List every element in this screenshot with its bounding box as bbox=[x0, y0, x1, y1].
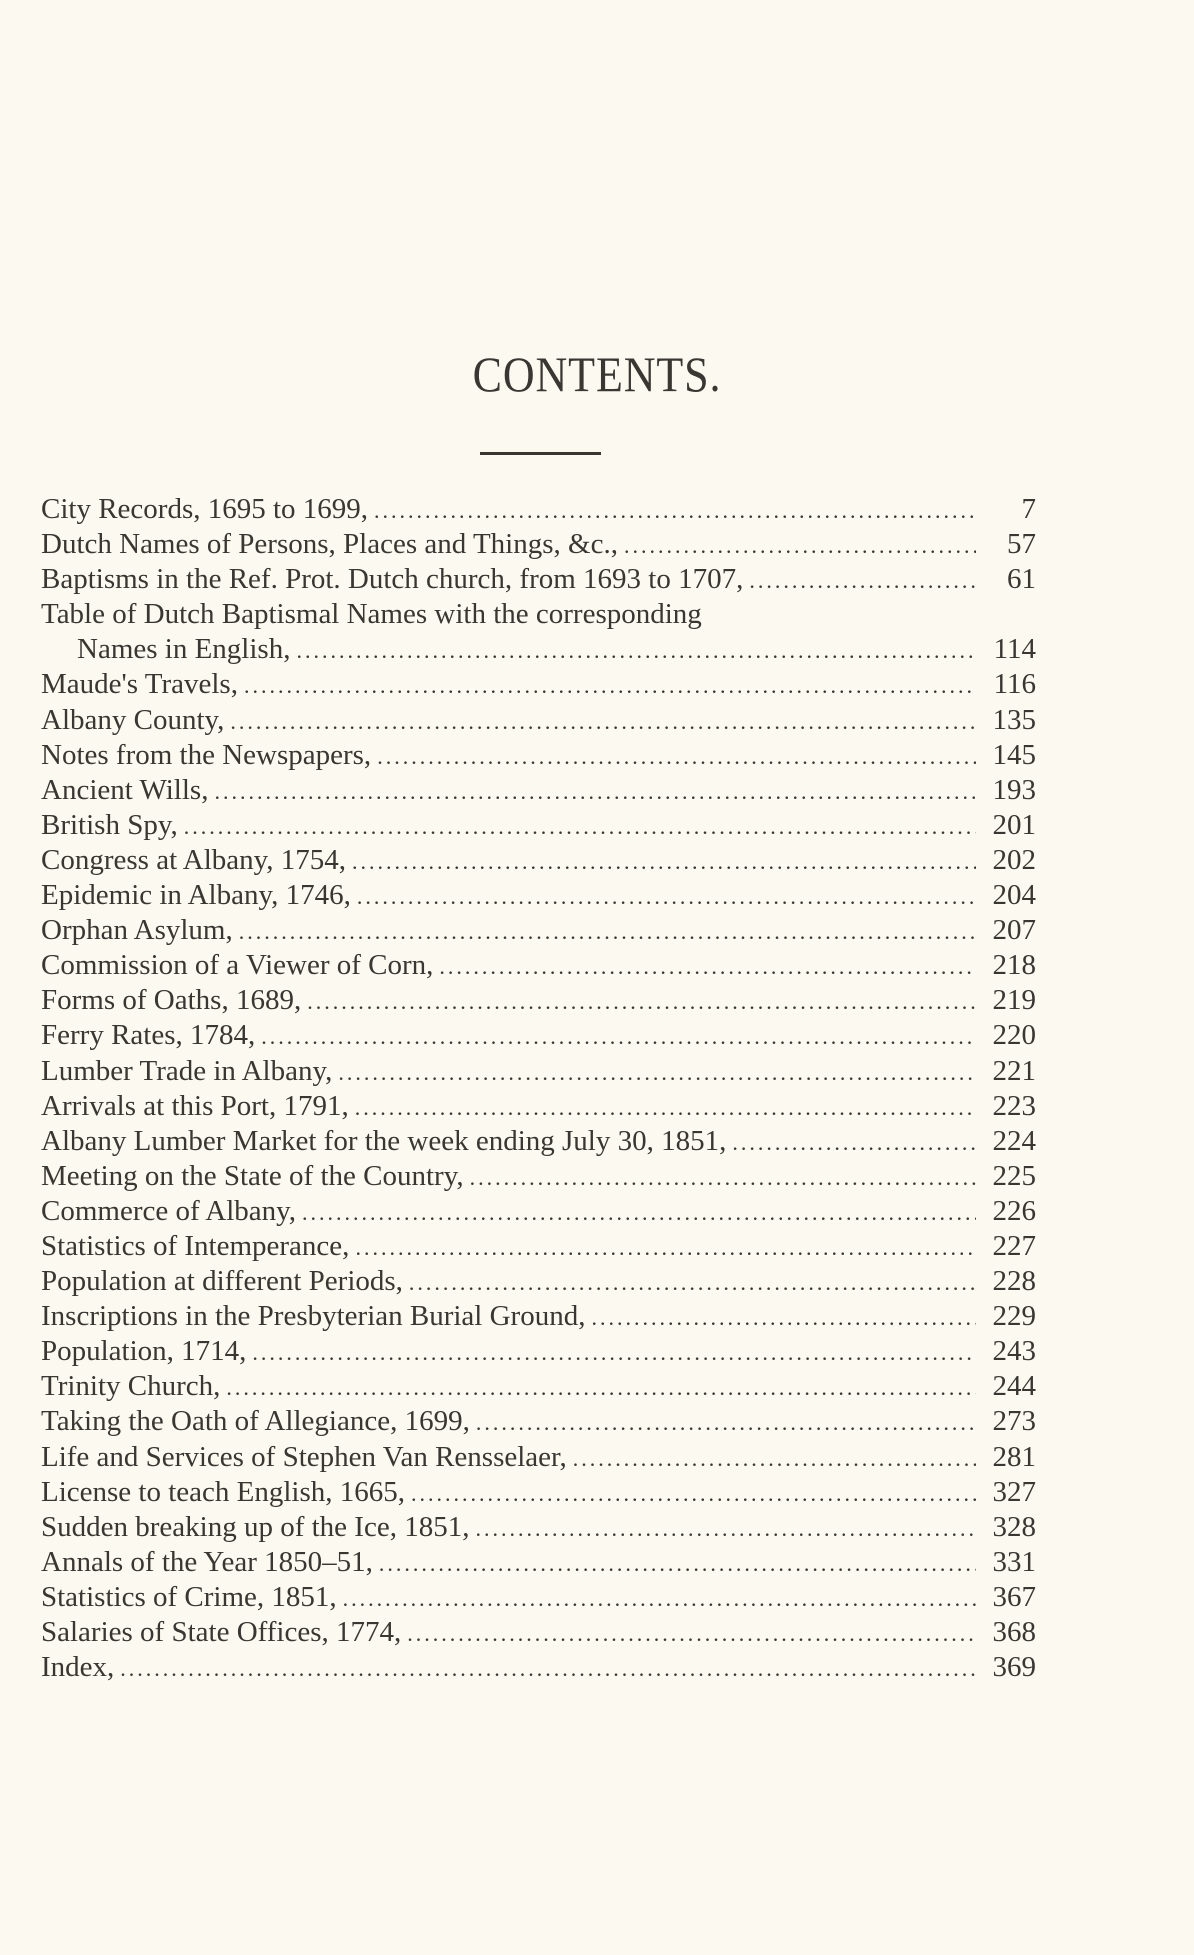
page-number: 229 bbox=[992, 1300, 1036, 1333]
dot-leader bbox=[244, 668, 976, 703]
entry-title: Albany Lumber Market for the week ending July 30, 1851, bbox=[41, 1124, 727, 1157]
page-number: 116 bbox=[993, 668, 1036, 701]
entry-title: Index, bbox=[41, 1651, 115, 1684]
page-number: 204 bbox=[992, 879, 1036, 912]
toc-entry bbox=[41, 738, 1036, 773]
toc-entry bbox=[41, 1440, 1036, 1475]
page-number: 331 bbox=[992, 1545, 1036, 1578]
entry-title: British Spy, bbox=[41, 808, 178, 841]
toc-entry bbox=[41, 562, 1036, 597]
dot-leader bbox=[470, 1160, 976, 1195]
entry-title: Life and Services of Stephen Van Rensselaer, bbox=[41, 1440, 567, 1473]
dot-leader bbox=[239, 914, 976, 949]
page-number: 328 bbox=[992, 1510, 1036, 1543]
entry-title: Population at different Periods, bbox=[41, 1265, 403, 1298]
page-number: 145 bbox=[992, 738, 1036, 771]
toc-entry bbox=[41, 1124, 1036, 1159]
entry-title: City Records, 1695 to 1699, bbox=[41, 493, 369, 525]
entry-title: Baptisms in the Ref. Prot. Dutch church, from 1693 to 1707, bbox=[41, 563, 744, 596]
dot-leader bbox=[749, 563, 976, 598]
dot-leader bbox=[184, 809, 976, 844]
page-number: 243 bbox=[992, 1335, 1036, 1368]
dot-leader bbox=[226, 1370, 976, 1405]
page-number: 7 bbox=[1021, 493, 1036, 525]
entry-title: Trinity Church, bbox=[41, 1370, 221, 1403]
toc-entry bbox=[41, 492, 1036, 527]
contents-list bbox=[41, 492, 1036, 1685]
toc-entry bbox=[41, 1615, 1036, 1650]
entry-title: Congress at Albany, 1754, bbox=[41, 843, 347, 876]
page-number: 57 bbox=[1007, 528, 1036, 561]
page-number: 207 bbox=[992, 914, 1036, 947]
toc-entry bbox=[41, 1089, 1036, 1124]
entry-title: Statistics of Crime, 1851, bbox=[41, 1580, 337, 1613]
entry-title: Taking the Oath of Allegiance, 1699, bbox=[41, 1405, 470, 1438]
page-number: 223 bbox=[992, 1089, 1036, 1122]
page-number: 368 bbox=[992, 1616, 1036, 1648]
entry-title: Ferry Rates, 1784, bbox=[41, 1019, 256, 1052]
page-number: 224 bbox=[992, 1124, 1036, 1157]
entry-title: Commerce of Albany, bbox=[41, 1194, 297, 1227]
toc-entry bbox=[41, 1229, 1036, 1264]
page-number: 202 bbox=[992, 843, 1036, 876]
dot-leader bbox=[261, 1019, 976, 1054]
entry-title: Sudden breaking up of the Ice, 1851, bbox=[41, 1510, 470, 1543]
dot-leader bbox=[573, 1441, 976, 1476]
page-number: 61 bbox=[1007, 563, 1036, 596]
dot-leader bbox=[379, 1546, 976, 1581]
page-number: 367 bbox=[992, 1580, 1036, 1613]
toc-entry bbox=[41, 1650, 1036, 1685]
entry-title: Commission of a Viewer of Corn, bbox=[41, 949, 434, 982]
dot-leader bbox=[407, 1616, 976, 1651]
page-number: 227 bbox=[992, 1229, 1036, 1262]
toc-entry bbox=[41, 1334, 1036, 1369]
page-number: 281 bbox=[992, 1440, 1036, 1473]
page-number: 327 bbox=[992, 1475, 1036, 1508]
page-number: 228 bbox=[992, 1265, 1036, 1298]
toc-entry bbox=[41, 913, 1036, 948]
dot-leader bbox=[409, 1265, 976, 1300]
dot-leader bbox=[476, 1405, 976, 1440]
dot-leader bbox=[355, 1230, 976, 1265]
entry-title: Statistics of Intemperance, bbox=[41, 1229, 350, 1262]
toc-entry bbox=[41, 1159, 1036, 1194]
page-number: 201 bbox=[992, 808, 1036, 841]
page-number: 273 bbox=[992, 1405, 1036, 1438]
entry-title: Table of Dutch Baptismal Names with the corresponding bbox=[41, 598, 702, 631]
dot-leader bbox=[591, 1300, 976, 1335]
entry-title: Dutch Names of Persons, Places and Things, &c., bbox=[41, 528, 618, 561]
entry-title: Salaries of State Offices, 1774, bbox=[41, 1616, 402, 1648]
toc-entry bbox=[41, 808, 1036, 843]
entry-title: Maude's Travels, bbox=[41, 668, 238, 701]
page-number: 114 bbox=[993, 633, 1036, 666]
page-number: 220 bbox=[992, 1019, 1036, 1052]
title-rule bbox=[480, 452, 601, 455]
toc-entry bbox=[41, 1299, 1036, 1334]
toc-entry bbox=[41, 632, 1036, 667]
toc-entry bbox=[41, 597, 1036, 632]
entry-title: Meeting on the State of the Country, bbox=[41, 1159, 464, 1192]
toc-entry bbox=[41, 1545, 1036, 1580]
entry-title: Lumber Trade in Albany, bbox=[41, 1054, 333, 1087]
dot-leader bbox=[343, 1581, 976, 1616]
toc-entry bbox=[41, 1264, 1036, 1299]
toc-entry bbox=[41, 1369, 1036, 1404]
toc-entry bbox=[41, 1510, 1036, 1545]
entry-title: Epidemic in Albany, 1746, bbox=[41, 879, 351, 912]
toc-entry bbox=[41, 527, 1036, 562]
dot-leader bbox=[475, 1511, 976, 1546]
toc-entry bbox=[41, 1018, 1036, 1053]
dot-leader bbox=[355, 1090, 976, 1125]
toc-entry bbox=[41, 843, 1036, 878]
dot-leader bbox=[377, 739, 976, 774]
toc-entry bbox=[41, 1404, 1036, 1439]
entry-title: Annals of the Year 1850–51, bbox=[41, 1545, 373, 1578]
dot-leader bbox=[252, 1335, 976, 1370]
entry-title: Notes from the Newspapers, bbox=[41, 738, 372, 771]
dot-leader bbox=[624, 528, 976, 563]
dot-leader bbox=[214, 774, 976, 809]
entry-title: Population, 1714, bbox=[41, 1335, 247, 1368]
toc-entry bbox=[41, 1580, 1036, 1615]
dot-leader bbox=[120, 1651, 976, 1686]
dot-leader bbox=[296, 633, 976, 668]
entry-title: Albany County, bbox=[41, 703, 225, 736]
toc-entry bbox=[41, 667, 1036, 702]
toc-entry bbox=[41, 1194, 1036, 1229]
page-number: 226 bbox=[992, 1194, 1036, 1227]
toc-entry bbox=[41, 703, 1036, 738]
dot-leader bbox=[302, 1195, 976, 1230]
toc-entry bbox=[41, 1475, 1036, 1510]
page-number: 369 bbox=[992, 1651, 1036, 1684]
dot-leader bbox=[374, 493, 976, 528]
dot-leader bbox=[307, 984, 976, 1019]
page-number: 218 bbox=[992, 949, 1036, 982]
entry-title: License to teach English, 1665, bbox=[41, 1475, 406, 1508]
page-number: 225 bbox=[992, 1159, 1036, 1192]
entry-title: Names in English, bbox=[77, 633, 291, 666]
toc-entry bbox=[41, 1054, 1036, 1089]
dot-leader bbox=[230, 704, 976, 739]
dot-leader bbox=[439, 949, 976, 984]
entry-title: Arrivals at this Port, 1791, bbox=[41, 1089, 349, 1122]
entry-title: Ancient Wills, bbox=[41, 773, 209, 806]
page-number: 244 bbox=[992, 1370, 1036, 1403]
page-number: 193 bbox=[992, 773, 1036, 806]
dot-leader bbox=[352, 844, 976, 879]
page-number: 135 bbox=[992, 703, 1036, 736]
toc-entry bbox=[41, 773, 1036, 808]
dot-leader bbox=[732, 1125, 976, 1160]
entry-title: Inscriptions in the Presbyterian Burial Ground, bbox=[41, 1300, 586, 1333]
page-number: 219 bbox=[992, 984, 1036, 1017]
dot-leader bbox=[411, 1476, 976, 1511]
page-title: CONTENTS. bbox=[472, 346, 722, 402]
dot-leader bbox=[357, 879, 976, 914]
dot-leader bbox=[338, 1055, 976, 1090]
entry-title: Forms of Oaths, 1689, bbox=[41, 984, 302, 1017]
page-number: 221 bbox=[992, 1054, 1036, 1087]
toc-entry bbox=[41, 878, 1036, 913]
toc-entry bbox=[41, 983, 1036, 1018]
toc-entry bbox=[41, 948, 1036, 983]
entry-title: Orphan Asylum, bbox=[41, 914, 233, 947]
